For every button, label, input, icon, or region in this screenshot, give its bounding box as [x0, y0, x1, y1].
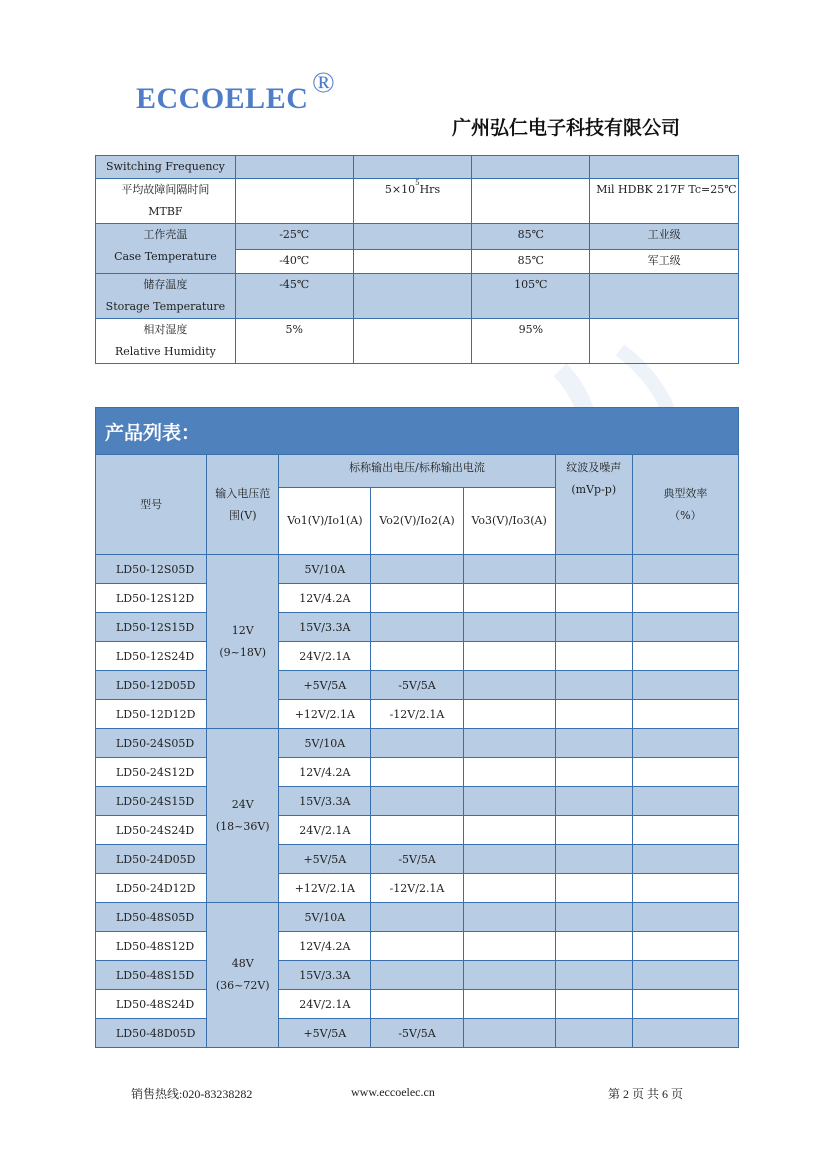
- cell-ripple: [555, 584, 632, 613]
- cell-vo3: [463, 874, 555, 903]
- cell-vo3: [463, 700, 555, 729]
- cell-vo1: 5V/10A: [279, 903, 371, 932]
- cell-input-range: [207, 555, 279, 729]
- header-vo1: Vo1(V)/Io1(A): [279, 488, 371, 555]
- cell-vo3: [463, 961, 555, 990]
- table-row: [96, 816, 739, 845]
- cell-model: LD50-24S12D: [96, 758, 207, 787]
- cell-efficiency: [632, 903, 738, 932]
- cell-ripple: [555, 613, 632, 642]
- cell-vo2: [371, 990, 463, 1019]
- cell-model: LD50-24D05D: [96, 845, 207, 874]
- spec-typ: [353, 274, 472, 319]
- mtbf-exponent: 5: [415, 179, 420, 187]
- header-model: 型号: [96, 455, 207, 555]
- cell-vo3: [463, 932, 555, 961]
- spec-row-humidity: [96, 319, 739, 364]
- cell-efficiency: [632, 642, 738, 671]
- cell-model: LD50-12S05D: [96, 555, 207, 584]
- cell-efficiency: [632, 613, 738, 642]
- cell-input-range: [207, 729, 279, 903]
- table-row: [96, 787, 739, 816]
- cell-vo3: [463, 729, 555, 758]
- cell-model: LD50-24D12D: [96, 874, 207, 903]
- spec-note: [590, 319, 739, 364]
- cell-vo1: 12V/4.2A: [279, 584, 371, 613]
- mtbf-unit: Hrs: [419, 183, 441, 196]
- cell-vo1: 24V/2.1A: [279, 642, 371, 671]
- table-row: [96, 700, 739, 729]
- input-range: (18~36V): [215, 819, 270, 833]
- cell-vo3: [463, 990, 555, 1019]
- table-row: [96, 903, 739, 932]
- cell-vo2: -5V/5A: [371, 845, 463, 874]
- cell-vo1: 5V/10A: [279, 729, 371, 758]
- cell-vo2: -5V/5A: [371, 671, 463, 700]
- table-row: [96, 642, 739, 671]
- spec-min: -25℃: [235, 224, 353, 250]
- spec-param-cn: 相对湿度: [143, 323, 188, 336]
- header-input-range: 输入电压范围(V): [207, 455, 279, 555]
- cell-ripple: [555, 642, 632, 671]
- spec-note: Mil HDBK 217F Tc=25℃: [590, 179, 739, 224]
- table-row: [96, 990, 739, 1019]
- cell-ripple: [555, 874, 632, 903]
- spec-param: Switching Frequency: [96, 156, 236, 179]
- cell-vo3: [463, 816, 555, 845]
- cell-vo2: [371, 729, 463, 758]
- spec-min: [235, 179, 353, 224]
- cell-vo2: -5V/5A: [371, 1019, 463, 1048]
- cell-model: LD50-12D05D: [96, 671, 207, 700]
- spec-row-mtbf: [96, 179, 739, 224]
- cell-vo2: [371, 903, 463, 932]
- cell-vo2: [371, 584, 463, 613]
- spec-param-en: Case Temperature: [114, 250, 217, 263]
- cell-model: LD50-12S12D: [96, 584, 207, 613]
- cell-ripple: [555, 990, 632, 1019]
- header-vo2: Vo2(V)/Io2(A): [371, 488, 463, 555]
- spec-row-storage-temp: [96, 274, 739, 319]
- header-ripple: 纹波及噪声(mVp-p): [555, 455, 632, 555]
- cell-vo1: +5V/5A: [279, 845, 371, 874]
- website-link[interactable]: www.eccoelec.cn: [351, 1085, 435, 1099]
- table-row: [96, 671, 739, 700]
- spec-row-case-temp-1: [96, 224, 739, 250]
- cell-model: LD50-24S15D: [96, 787, 207, 816]
- spec-min: -45℃: [235, 274, 353, 319]
- table-row: [96, 729, 739, 758]
- spec-typ: [353, 224, 472, 250]
- cell-ripple: [555, 932, 632, 961]
- cell-vo3: [463, 787, 555, 816]
- cell-vo2: [371, 787, 463, 816]
- cell-vo1: 15V/3.3A: [279, 961, 371, 990]
- cell-vo3: [463, 584, 555, 613]
- cell-model: LD50-24S24D: [96, 816, 207, 845]
- table-row: [96, 1019, 739, 1048]
- product-table-banner: [96, 408, 739, 455]
- spec-param-cn: 平均故障间隔时间: [121, 183, 210, 196]
- spec-typ: [353, 179, 472, 224]
- cell-efficiency: [632, 671, 738, 700]
- cell-efficiency: [632, 932, 738, 961]
- spec-min: -40℃: [235, 250, 353, 274]
- cell-model: LD50-24S05D: [96, 729, 207, 758]
- spec-min: 5%: [235, 319, 353, 364]
- table-row: [96, 613, 739, 642]
- cell-vo3: [463, 758, 555, 787]
- table-row: [96, 758, 739, 787]
- spec-row-switching-frequency: [96, 156, 739, 179]
- cell-ripple: [555, 729, 632, 758]
- cell-efficiency: [632, 584, 738, 613]
- cell-efficiency: [632, 1019, 738, 1048]
- cell-efficiency: [632, 555, 738, 584]
- cell-vo2: [371, 932, 463, 961]
- spec-max: 85℃: [472, 224, 590, 250]
- cell-efficiency: [632, 700, 738, 729]
- cell-vo2: [371, 758, 463, 787]
- cell-efficiency: [632, 845, 738, 874]
- cell-ripple: [555, 758, 632, 787]
- cell-model: LD50-48S12D: [96, 932, 207, 961]
- header-efficiency: 典型效率（%）: [632, 455, 738, 555]
- cell-vo1: 15V/3.3A: [279, 787, 371, 816]
- table-row: [96, 932, 739, 961]
- spec-max: [472, 179, 590, 224]
- cell-ripple: [555, 816, 632, 845]
- spec-note: 工业级: [590, 224, 739, 250]
- spec-param-en: MTBF: [148, 205, 183, 218]
- cell-model: LD50-12S15D: [96, 613, 207, 642]
- table-row: [96, 961, 739, 990]
- mtbf-base: 5×10: [384, 183, 416, 196]
- cell-vo3: [463, 845, 555, 874]
- cell-input-range: [207, 903, 279, 1048]
- spec-note: [590, 156, 739, 179]
- cell-vo2: [371, 816, 463, 845]
- spec-param-cn: 储存温度: [143, 278, 188, 291]
- cell-model: LD50-48S05D: [96, 903, 207, 932]
- table-row: [96, 874, 739, 903]
- input-range: (36~72V): [215, 979, 270, 992]
- cell-efficiency: [632, 990, 738, 1019]
- cell-vo2: -12V/2.1A: [371, 700, 463, 729]
- spec-note: [590, 274, 739, 319]
- cell-vo1: +12V/2.1A: [279, 874, 371, 903]
- cell-model: LD50-48S24D: [96, 990, 207, 1019]
- cell-efficiency: [632, 874, 738, 903]
- cell-ripple: [555, 961, 632, 990]
- input-range: (9~18V): [219, 645, 267, 659]
- product-table: [95, 407, 739, 1048]
- spec-param: [96, 319, 236, 364]
- cell-vo3: [463, 613, 555, 642]
- cell-vo3: [463, 1019, 555, 1048]
- spec-max: 95%: [472, 319, 590, 364]
- spec-param: [96, 274, 236, 319]
- spec-param: [96, 224, 236, 274]
- cell-vo2: [371, 555, 463, 584]
- spec-min: [235, 156, 353, 179]
- product-header-row-1: [96, 455, 739, 488]
- cell-ripple: [555, 555, 632, 584]
- cell-efficiency: [632, 758, 738, 787]
- cell-vo1: 15V/3.3A: [279, 613, 371, 642]
- cell-ripple: [555, 845, 632, 874]
- cell-vo1: 24V/2.1A: [279, 990, 371, 1019]
- product-list-title: 产品列表：: [96, 408, 739, 455]
- cell-ripple: [555, 700, 632, 729]
- cell-vo2: [371, 642, 463, 671]
- cell-vo1: 24V/2.1A: [279, 816, 371, 845]
- spec-param-en: Storage Temperature: [105, 300, 226, 313]
- cell-model: LD50-12S24D: [96, 642, 207, 671]
- cell-vo1: 12V/4.2A: [279, 758, 371, 787]
- cell-model: LD50-48D05D: [96, 1019, 207, 1048]
- cell-vo1: +5V/5A: [279, 1019, 371, 1048]
- cell-vo3: [463, 555, 555, 584]
- cell-vo2: [371, 961, 463, 990]
- cell-ripple: [555, 903, 632, 932]
- cell-ripple: [555, 787, 632, 816]
- brand-logo: ECCOELEC: [136, 82, 309, 115]
- cell-vo3: [463, 642, 555, 671]
- header-vo3: Vo3(V)/Io3(A): [463, 488, 555, 555]
- spec-max: [472, 156, 590, 179]
- page-number: 第 2 页 共 6 页: [608, 1087, 684, 1101]
- spec-typ: [353, 156, 472, 179]
- input-voltage: 48V: [231, 957, 254, 970]
- cell-vo1: +12V/2.1A: [279, 700, 371, 729]
- cell-vo2: -12V/2.1A: [371, 874, 463, 903]
- spec-max: 85℃: [472, 250, 590, 274]
- cell-efficiency: [632, 816, 738, 845]
- table-row: [96, 555, 739, 584]
- cell-model: LD50-12D12D: [96, 700, 207, 729]
- cell-vo3: [463, 903, 555, 932]
- input-voltage: 24V: [231, 797, 254, 811]
- cell-efficiency: [632, 729, 738, 758]
- cell-vo1: +5V/5A: [279, 671, 371, 700]
- table-row: [96, 584, 739, 613]
- cell-ripple: [555, 671, 632, 700]
- cell-efficiency: [632, 961, 738, 990]
- spec-table: [95, 155, 739, 364]
- cell-vo1: 12V/4.2A: [279, 932, 371, 961]
- cell-efficiency: [632, 787, 738, 816]
- cell-model: LD50-48S15D: [96, 961, 207, 990]
- sales-hotline: 销售热线:020-83238282: [131, 1087, 253, 1101]
- company-name: 广州弘仁电子科技有限公司: [452, 117, 681, 139]
- spec-typ: [353, 319, 472, 364]
- cell-ripple: [555, 1019, 632, 1048]
- input-voltage: 12V: [231, 623, 254, 637]
- registered-mark: ®: [312, 66, 335, 99]
- header-output-group: 标称输出电压/标称输出电流: [279, 455, 555, 488]
- cell-vo3: [463, 671, 555, 700]
- cell-vo1: 5V/10A: [279, 555, 371, 584]
- spec-note: 军工级: [590, 250, 739, 274]
- spec-param-cn: 工作壳温: [143, 228, 188, 241]
- table-row: [96, 845, 739, 874]
- spec-param: [96, 179, 236, 224]
- cell-vo2: [371, 613, 463, 642]
- spec-max: 105℃: [472, 274, 590, 319]
- spec-typ: [353, 250, 472, 274]
- spec-param-en: Relative Humidity: [114, 345, 216, 358]
